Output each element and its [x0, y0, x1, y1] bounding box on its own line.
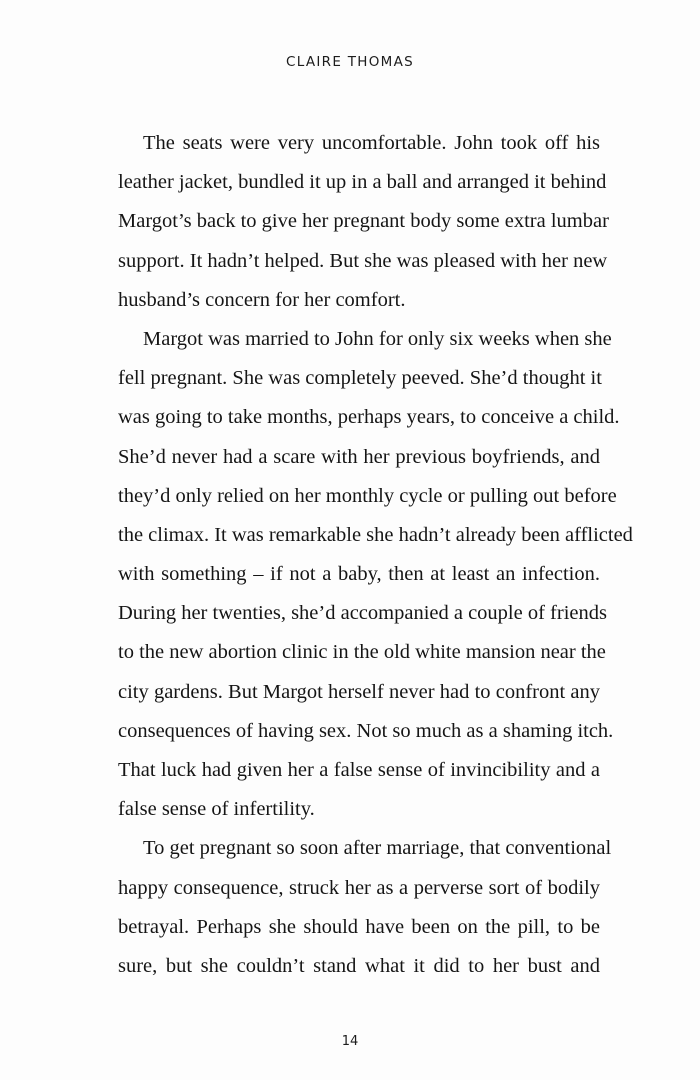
text-line: happy consequence, struck her as a perverse sort of bodily — [118, 876, 600, 899]
text-line: To get pregnant so soon after marriage, that conventional — [143, 837, 612, 860]
text-line: The seats were very uncomfortable. John took off his — [143, 132, 600, 154]
text-line: leather jacket, bundled it up in a ball and arranged it behind — [118, 171, 607, 194]
text-line: to the new abortion clinic in the old white mansion near the — [118, 641, 606, 664]
text-line: That luck had given her a false sense of invincibility and a — [118, 759, 600, 781]
text-line: false sense of infertility. — [118, 798, 315, 821]
text-line: fell pregnant. She was completely peeved. She’d thought it — [118, 367, 602, 390]
text-line: consequences of having sex. Not so much as a shaming itch. — [118, 719, 614, 742]
body-text — [118, 124, 633, 986]
text-line: sure, but she couldn’t stand what it did to her bust and — [118, 954, 600, 977]
text-line: the climax. It was remarkable she hadn’t already been afflicted — [118, 523, 633, 546]
text-line: they’d only relied on her monthly cycle or pulling out before — [118, 484, 617, 507]
text-line: She’d never had a scare with her previous boyfriends, and — [118, 445, 600, 468]
text-line: city gardens. But Margot herself never had to confront any — [118, 680, 600, 703]
text-line: support. It hadn’t helped. But she was pleased with her new — [118, 249, 608, 272]
text-line: husband’s concern for her comfort. — [118, 288, 406, 311]
text-line: with something – if not a baby, then at least an infection. — [118, 563, 600, 586]
text-line: Margot’s back to give her pregnant body some extra lumbar — [118, 210, 609, 233]
page-number: 14 — [341, 1034, 359, 1049]
running-head-author: CLAIRE THOMAS — [285, 54, 415, 70]
text-line: betrayal. Perhaps she should have been on the pill, to be — [118, 915, 600, 938]
text-line: During her twenties, she’d accompanied a couple of friends — [118, 602, 607, 625]
text-line: was going to take months, perhaps years, to conceive a child. — [118, 406, 620, 429]
text-line: Margot was married to John for only six weeks when she — [143, 327, 612, 350]
